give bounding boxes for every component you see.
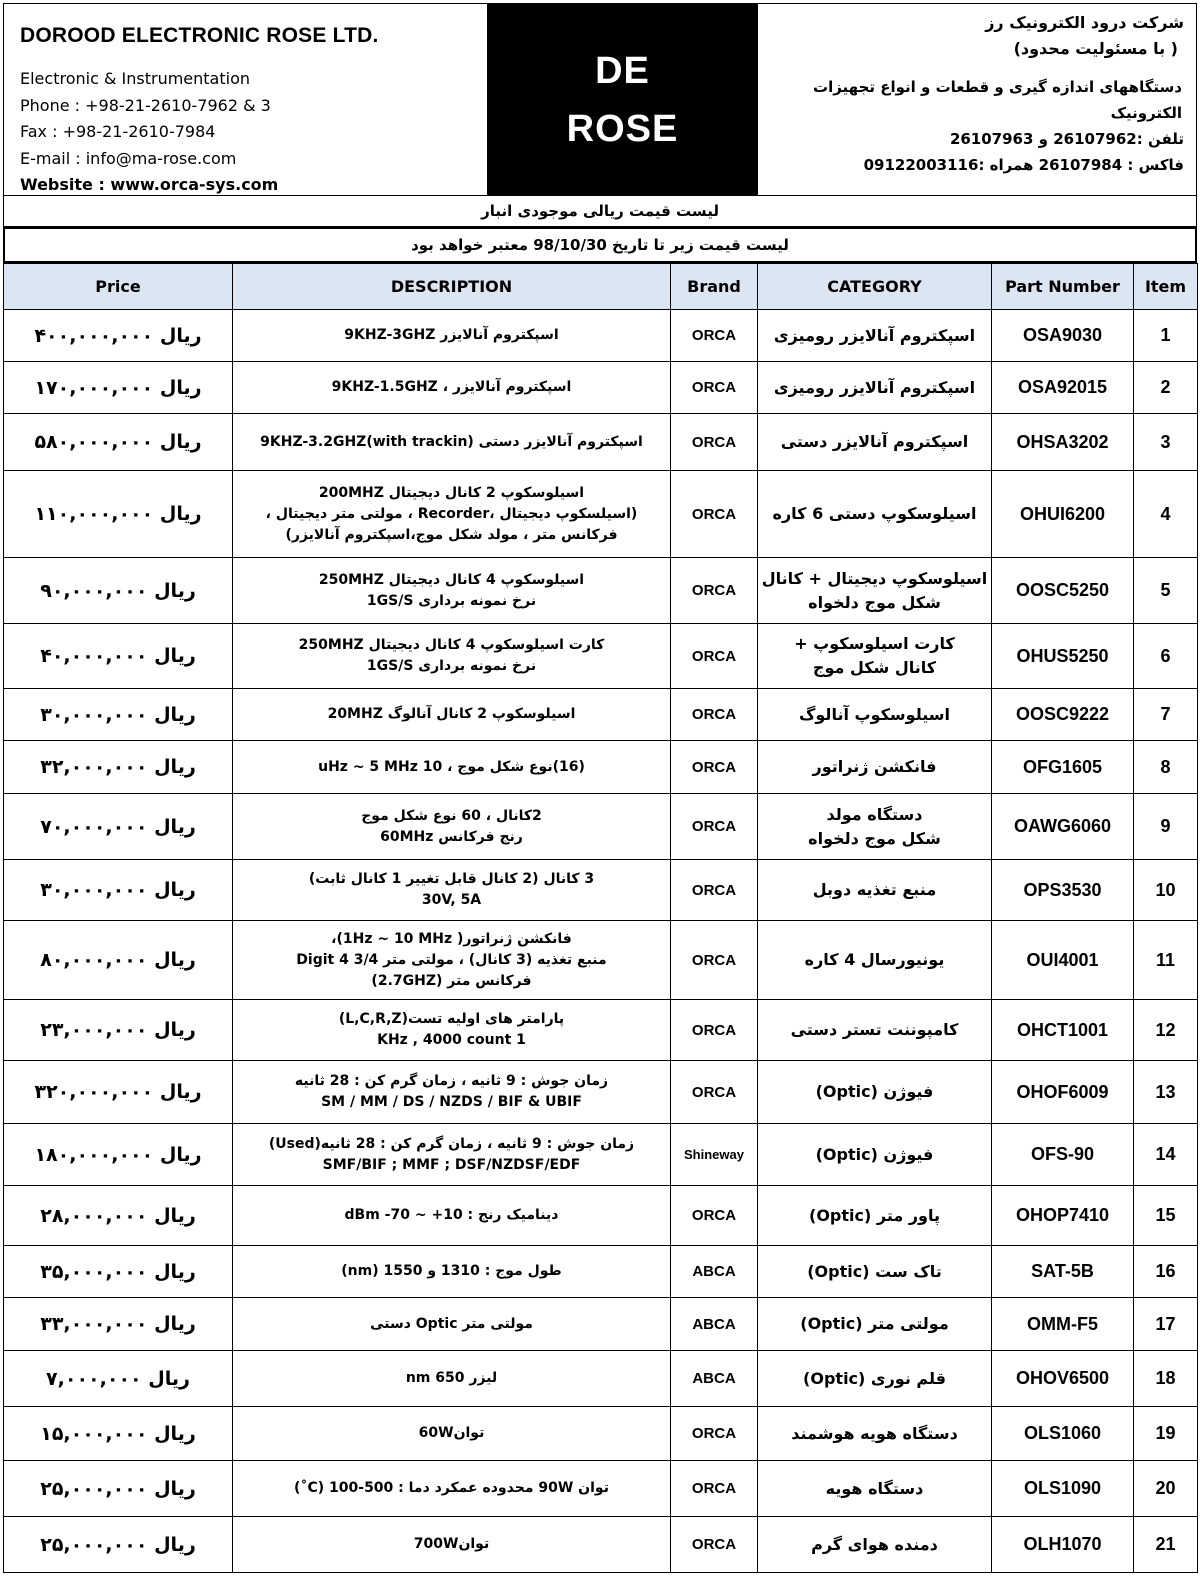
part-number-cell: OAWG6060 [992, 794, 1134, 860]
description-line: توان 90W محدوده عمکرد دما : 500-100 (C˚) [294, 1480, 609, 1496]
part-number-cell: OHOP7410 [992, 1186, 1134, 1246]
part-number-cell: OHOV6500 [992, 1351, 1134, 1407]
list-title: لیست قیمت ریالی موجودی انبار [3, 196, 1197, 227]
part-number-cell: OHUS5250 [992, 624, 1134, 689]
part-number-cell: OLS1060 [992, 1407, 1134, 1461]
description-line: دینامیک رنج : 10+ ~ 70- dBm [344, 1207, 559, 1223]
category-line: دمنده هوای گرم [811, 1534, 938, 1554]
table-row [4, 1000, 1198, 1061]
category-line: شکل موج دلخواه [808, 592, 941, 612]
description-line: زمان جوش : 9 ثانیه ، زمان گرم کن : 28 ثانیه(Used) [268, 1135, 635, 1152]
brand-cell: ORCA [671, 1517, 758, 1573]
category-cell [758, 741, 992, 794]
description-line: مولتی متر Optic دستی [370, 1315, 533, 1332]
category-line: اسپکتروم آنالایزر رومیزی [773, 377, 976, 397]
category-cell [758, 794, 992, 860]
category-line: قلم نوری (Optic) [803, 1368, 946, 1388]
brand-cell: ORCA [671, 921, 758, 1000]
description-cell [233, 689, 671, 741]
item-number-cell: 18 [1134, 1351, 1198, 1407]
category-line: تاک ست (Optic) [807, 1261, 942, 1281]
category-cell [758, 1517, 992, 1573]
table-row [4, 1461, 1198, 1517]
brand-cell: ORCA [671, 1461, 758, 1517]
description-cell [233, 921, 671, 1000]
table-row [4, 471, 1198, 558]
category-cell [758, 860, 992, 921]
item-number-cell: 21 [1134, 1517, 1198, 1573]
price-cell: ریال ۲۵,۰۰۰,۰۰۰ [4, 1517, 233, 1573]
description-line: لیزر 650 nm [405, 1370, 498, 1386]
description-line: منبع تغذیه (3 کانال) ، مولتی متر Digit 4 3/4 [296, 951, 607, 968]
description-line: رنج فرکانس 60MHz [380, 828, 523, 845]
table-row [4, 362, 1198, 414]
description-cell [233, 1517, 671, 1573]
category-line: فیوژن (Optic) [815, 1144, 934, 1164]
category-line: دستگاه مولد [826, 804, 923, 824]
category-line: اسیلوسکوپ دستی 6 کاره [772, 504, 977, 523]
table-row [4, 1298, 1198, 1351]
brand-cell: ORCA [671, 624, 758, 689]
company-name: DOROOD ELECTRONIC ROSE LTD. [20, 24, 379, 47]
category-cell [758, 310, 992, 362]
part-number-cell: OHUI6200 [992, 471, 1134, 558]
fa-company-name: شرکت درود الکترونیک رز [985, 13, 1184, 32]
item-number-cell: 17 [1134, 1298, 1198, 1351]
price-cell: ریال ۸۰,۰۰۰,۰۰۰ [4, 921, 233, 1000]
item-number-cell: 2 [1134, 362, 1198, 414]
description-cell [233, 1186, 671, 1246]
company-website: Website : www.orca-sys.com [20, 175, 279, 194]
description-cell [233, 1351, 671, 1407]
description-line: نرخ نمونه برداری 1GS/S [366, 592, 537, 609]
company-tagline: Electronic & Instrumentation [20, 69, 250, 88]
price-cell: ریال ۴۰,۰۰۰,۰۰۰ [4, 624, 233, 689]
price-table [3, 263, 1198, 1573]
category-line: کارت اسیلوسکوپ + [794, 634, 955, 653]
table-row [4, 1186, 1198, 1246]
description-line: طول موج : 1310 و 1550 (nm) [341, 1263, 562, 1279]
item-number-cell: 20 [1134, 1461, 1198, 1517]
price-cell: ریال ۹۰,۰۰۰,۰۰۰ [4, 558, 233, 624]
company-info-english [4, 4, 488, 195]
brand-cell: Shineway [671, 1124, 758, 1186]
table-row [4, 1061, 1198, 1124]
brand-cell: ORCA [671, 794, 758, 860]
price-cell: ریال ۷,۰۰۰,۰۰۰ [4, 1351, 233, 1407]
part-number-cell: OOSC5250 [992, 558, 1134, 624]
company-info-persian [758, 4, 1196, 195]
logo-text-rose: ROSE [566, 107, 679, 150]
item-number-cell: 7 [1134, 689, 1198, 741]
description-cell [233, 1298, 671, 1351]
brand-cell: ORCA [671, 860, 758, 921]
item-number-cell: 9 [1134, 794, 1198, 860]
description-cell [233, 1124, 671, 1186]
table-row [4, 921, 1198, 1000]
part-number-cell: OFS-90 [992, 1124, 1134, 1186]
description-line: 2کانال ، 60 نوع شکل موج [361, 807, 542, 824]
brand-cell: ORCA [671, 471, 758, 558]
table-header-row [4, 264, 1198, 310]
category-cell [758, 1351, 992, 1407]
part-number-cell: OPS3530 [992, 860, 1134, 921]
description-line: SMF/BIF ; MMF ; DSF/NZDSF/EDF [322, 1156, 581, 1173]
description-line: (اسیلسکوپ دیجیتال ،Recorder ، مولتی متر دیجیتال ، [265, 505, 638, 522]
price-cell: ریال ۳۳,۰۰۰,۰۰۰ [4, 1298, 233, 1351]
category-cell [758, 558, 992, 624]
category-line: پاور متر (Optic) [809, 1205, 940, 1225]
category-line: فیوژن (Optic) [815, 1082, 934, 1101]
description-line: کارت اسیلوسکوپ 4 کانال دیجیتال 250MHZ [298, 637, 605, 653]
brand-cell: ORCA [671, 1000, 758, 1061]
item-number-cell: 10 [1134, 860, 1198, 921]
brand-cell: ORCA [671, 741, 758, 794]
description-line: پارامتر های اولیه تست(L,C,R,Z) [338, 1011, 565, 1027]
category-line: مولتی متر (Optic) [800, 1314, 949, 1333]
part-number-cell: OSA9030 [992, 310, 1134, 362]
part-number-cell: OUI4001 [992, 921, 1134, 1000]
item-number-cell: 4 [1134, 471, 1198, 558]
description-line: اسپکتروم آنالایزر 9KHZ-3GHZ [344, 327, 559, 343]
part-number-cell: SAT-5B [992, 1246, 1134, 1298]
description-line: فرکانس متر (2.7GHZ) [371, 972, 532, 989]
col-header-description: DESCRIPTION [233, 264, 671, 310]
price-cell: ریال ۲۳,۰۰۰,۰۰۰ [4, 1000, 233, 1061]
description-line: 30V, 5A [421, 892, 482, 908]
price-cell: ریال ۳۲,۰۰۰,۰۰۰ [4, 741, 233, 794]
description-line: اسپکتروم آنالایزر دستی 9KHZ-3.2GHZ(with trackin) [260, 433, 643, 450]
table-row [4, 310, 1198, 362]
item-number-cell: 12 [1134, 1000, 1198, 1061]
category-line: دستگاه هویه هوشمند [791, 1423, 958, 1443]
fa-company-ltd: ( با مسئولیت محدود) [1013, 39, 1178, 58]
brand-cell: ORCA [671, 414, 758, 471]
description-line: اسیلوسکوپ 2 کانال آنالوگ 20MHZ [327, 706, 576, 722]
category-line: اسیلوسکوپ آنالوگ [799, 704, 950, 724]
description-line: 3 کانال (2 کانال قابل تغییر 1 کانال ثابت) [308, 871, 595, 887]
col-header-part-number: Part Number [992, 264, 1134, 310]
price-cell: ریال ۲۵,۰۰۰,۰۰۰ [4, 1461, 233, 1517]
price-cell: ریال ۳۰,۰۰۰,۰۰۰ [4, 689, 233, 741]
category-line: اسپکتروم آنالایزر دستی [780, 432, 969, 451]
description-cell [233, 1000, 671, 1061]
item-number-cell: 6 [1134, 624, 1198, 689]
table-row [4, 689, 1198, 741]
item-number-cell: 14 [1134, 1124, 1198, 1186]
description-line: زمان جوش : 9 ثانیه ، زمان گرم کن : 28 ثانیه [294, 1073, 609, 1089]
category-line: کانال شکل موج [812, 658, 937, 677]
item-number-cell: 11 [1134, 921, 1198, 1000]
price-cell: ریال ۱۸۰,۰۰۰,۰۰۰ [4, 1124, 233, 1186]
table-row [4, 1246, 1198, 1298]
item-number-cell: 1 [1134, 310, 1198, 362]
table-row [4, 794, 1198, 860]
part-number-cell: OHSA3202 [992, 414, 1134, 471]
category-cell [758, 1061, 992, 1124]
item-number-cell: 13 [1134, 1061, 1198, 1124]
part-number-cell: OHCT1001 [992, 1000, 1134, 1061]
fa-company-phone: تلفن :26107962 و 26107963 [949, 130, 1184, 148]
category-line: اسپکتروم آنالایزر رومیزی [773, 325, 976, 345]
table-row [4, 1407, 1198, 1461]
brand-cell: ORCA [671, 310, 758, 362]
price-cell: ریال ۵۸۰,۰۰۰,۰۰۰ [4, 414, 233, 471]
description-cell [233, 414, 671, 471]
description-cell [233, 624, 671, 689]
part-number-cell: OLH1070 [992, 1517, 1134, 1573]
category-line: یونیورسال 4 کاره [804, 950, 945, 969]
category-cell [758, 689, 992, 741]
category-cell [758, 1461, 992, 1517]
description-cell [233, 471, 671, 558]
company-fax: Fax : +98-21-2610-7984 [20, 122, 216, 141]
description-line: اسیلوسکوپ 4 کانال دیجیتال 250MHZ [318, 571, 585, 588]
category-cell [758, 1246, 992, 1298]
category-cell [758, 1000, 992, 1061]
price-cell: ریال ۳۵,۰۰۰,۰۰۰ [4, 1246, 233, 1298]
part-number-cell: OMM-F5 [992, 1298, 1134, 1351]
brand-cell: ABCA [671, 1298, 758, 1351]
description-cell [233, 310, 671, 362]
item-number-cell: 16 [1134, 1246, 1198, 1298]
price-cell: ریال ۱۱۰,۰۰۰,۰۰۰ [4, 471, 233, 558]
fa-company-desc-2: الکترونیک [1110, 104, 1182, 122]
price-cell: ریال ۳۰,۰۰۰,۰۰۰ [4, 860, 233, 921]
category-cell [758, 414, 992, 471]
category-cell [758, 362, 992, 414]
company-email: E-mail : info@ma-rose.com [20, 148, 237, 168]
table-row [4, 558, 1198, 624]
category-line: اسیلوسکوپ دیجیتال + کانال [761, 568, 988, 588]
part-number-cell: OLS1090 [992, 1461, 1134, 1517]
item-number-cell: 3 [1134, 414, 1198, 471]
col-header-item: Item [1134, 264, 1198, 310]
logo-text-de: DE [595, 49, 650, 92]
description-line: اسپکتروم آنالایزر ، 9KHZ-1.5GHZ [331, 379, 572, 395]
description-line: توان700W [413, 1536, 490, 1552]
item-number-cell: 8 [1134, 741, 1198, 794]
price-cell: ریال ۳۲۰,۰۰۰,۰۰۰ [4, 1061, 233, 1124]
category-cell [758, 1407, 992, 1461]
description-cell [233, 860, 671, 921]
part-number-cell: OOSC9222 [992, 689, 1134, 741]
category-line: فانکشن ژنراتور [812, 757, 937, 776]
brand-cell: ORCA [671, 1186, 758, 1246]
company-phone: Phone : +98-21-2610-7962 & 3 [20, 95, 271, 115]
brand-cell: ABCA [671, 1351, 758, 1407]
item-number-cell: 5 [1134, 558, 1198, 624]
category-cell [758, 921, 992, 1000]
description-line: توان60W [418, 1425, 485, 1441]
table-row [4, 1124, 1198, 1186]
price-cell: ریال ۴۰۰,۰۰۰,۰۰۰ [4, 310, 233, 362]
description-cell [233, 558, 671, 624]
description-cell [233, 1461, 671, 1517]
part-number-cell: OHOF6009 [992, 1061, 1134, 1124]
brand-cell: ORCA [671, 558, 758, 624]
price-cell: ریال ۱۷۰,۰۰۰,۰۰۰ [4, 362, 233, 414]
table-row [4, 741, 1198, 794]
description-cell [233, 794, 671, 860]
letterhead [3, 3, 1197, 196]
description-line: (16)نوع شکل موج ، 10 uHz ~ 5 MHz [318, 758, 585, 775]
part-number-cell: OFG1605 [992, 741, 1134, 794]
category-line: منبع تغذیه دوبل [812, 880, 937, 899]
category-cell [758, 1124, 992, 1186]
validity-note: لیست قیمت زیر تا تاریخ 98/10/30 معتبر خواهد بود [3, 227, 1197, 263]
brand-cell: ORCA [671, 689, 758, 741]
brand-cell: ORCA [671, 1061, 758, 1124]
price-cell: ریال ۱۵,۰۰۰,۰۰۰ [4, 1407, 233, 1461]
col-header-price: Price [4, 264, 233, 310]
table-row [4, 624, 1198, 689]
description-line: فرکانس متر ، مولد شکل موج،اسپکتروم آنالایزر) [285, 526, 618, 543]
description-cell [233, 1246, 671, 1298]
category-line: کامپوننت تستر دستی [790, 1020, 959, 1039]
table-row [4, 860, 1198, 921]
category-cell [758, 1298, 992, 1351]
item-number-cell: 19 [1134, 1407, 1198, 1461]
table-row [4, 1517, 1198, 1573]
fa-company-desc-1: دستگاههای اندازه گیری و قطعات و انواع تجهیزات [813, 78, 1182, 96]
category-line: شکل موج دلخواه [808, 828, 941, 848]
table-row [4, 1351, 1198, 1407]
category-cell [758, 471, 992, 558]
fa-company-fax: فاکس : 26107984 همراه :09122003116 [863, 156, 1184, 174]
price-cell: ریال ۲۸,۰۰۰,۰۰۰ [4, 1186, 233, 1246]
price-cell: ریال ۷۰,۰۰۰,۰۰۰ [4, 794, 233, 860]
description-line: فانکشن ژنراتور( 1Hz ~ 10 MHz)، [331, 930, 572, 947]
category-cell [758, 624, 992, 689]
part-number-cell: OSA92015 [992, 362, 1134, 414]
company-logo [488, 4, 758, 195]
brand-cell: ABCA [671, 1246, 758, 1298]
table-row [4, 414, 1198, 471]
col-header-brand: Brand [671, 264, 758, 310]
description-line: اسیلوسکوپ 2 کانال دیجیتال 200MHZ [318, 484, 585, 501]
brand-cell: ORCA [671, 1407, 758, 1461]
item-number-cell: 15 [1134, 1186, 1198, 1246]
description-cell [233, 1407, 671, 1461]
description-line: SM / MM / DS / NZDS / BIF & UBIF [321, 1094, 582, 1110]
description-line: 1 KHz , 4000 count [377, 1032, 526, 1048]
table-body [4, 310, 1198, 1573]
col-header-category: CATEGORY [758, 264, 992, 310]
description-cell [233, 741, 671, 794]
brand-cell: ORCA [671, 362, 758, 414]
description-cell [233, 362, 671, 414]
category-line: دستگاه هویه [825, 1478, 924, 1498]
description-line: نرخ نمونه برداری 1GS/S [366, 658, 537, 674]
description-cell [233, 1061, 671, 1124]
category-cell [758, 1186, 992, 1246]
